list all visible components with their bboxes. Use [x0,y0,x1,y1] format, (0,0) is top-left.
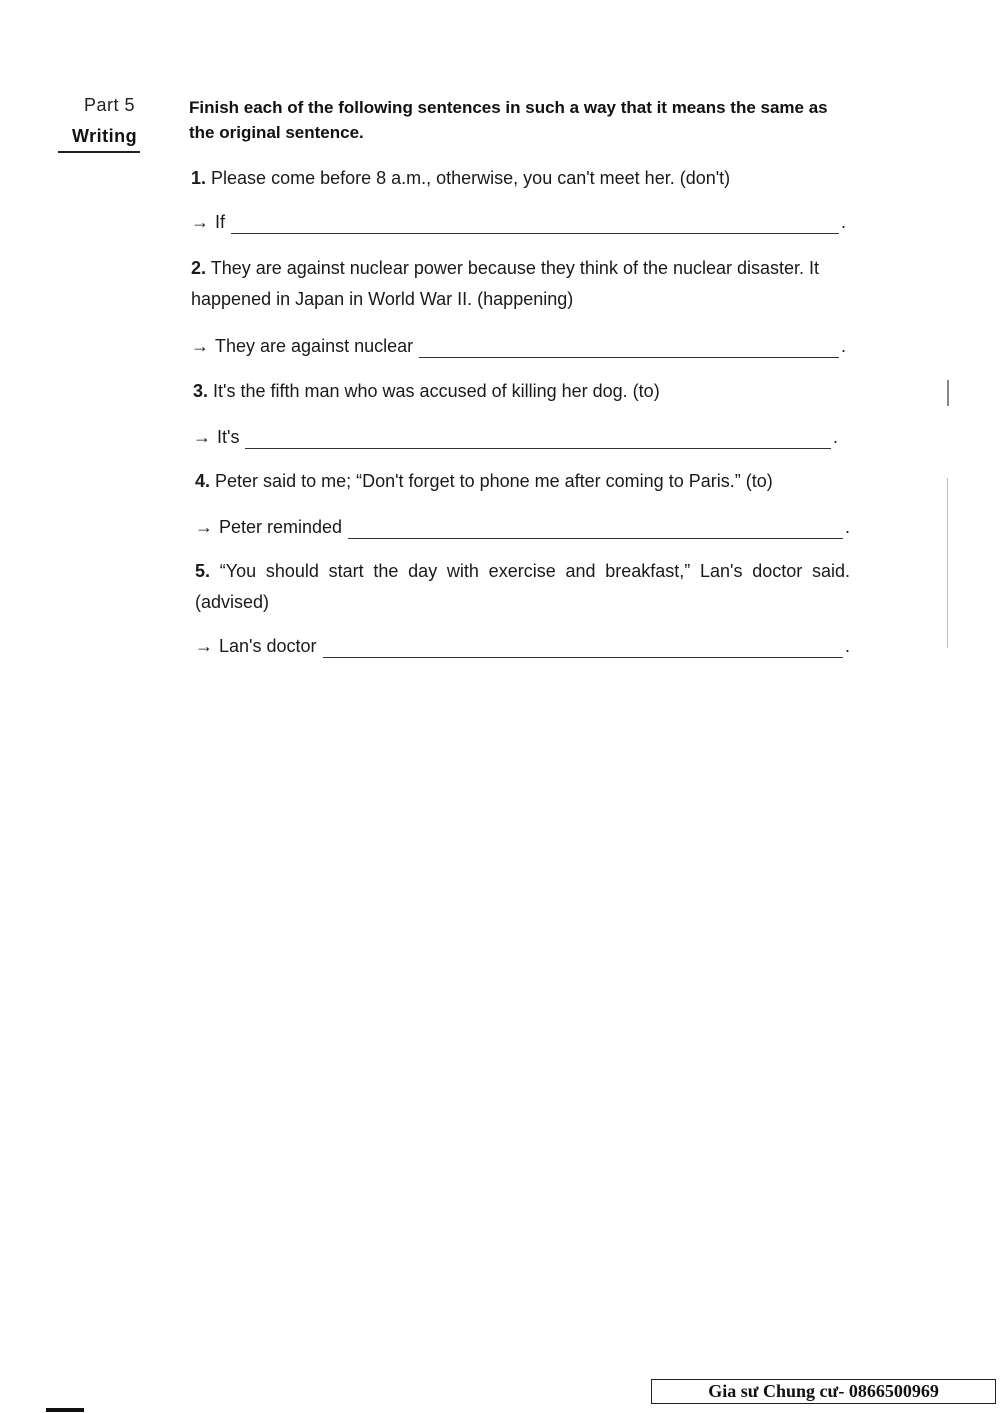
answer-blank-line[interactable] [348,520,843,539]
answer-prompt: If [215,212,226,232]
answer-blank-line[interactable] [231,215,839,234]
question-5 [195,556,850,618]
part-title-underline [58,151,140,153]
margin-mark [947,478,948,648]
answer-row-4 [195,515,850,539]
answer-blank-line[interactable] [323,639,843,658]
answer-end-mark: . [832,427,838,447]
answer-blank-line[interactable] [245,430,831,449]
question-4 [195,466,845,497]
part-label: Part 5 [84,95,136,115]
answer-prompt: They are against nuclear [215,336,414,356]
question-text: Please come before 8 a.m., otherwise, you can't meet her. (don't) [211,168,731,188]
answer-end-mark: . [840,336,846,356]
margin-mark [947,380,949,406]
answer-end-mark: . [844,636,850,656]
answer-blank-line[interactable] [419,339,839,358]
arrow-icon: → [191,212,209,232]
answer-prompt: Lan's doctor [219,636,317,656]
question-2 [191,253,851,315]
answer-row-5 [195,634,850,658]
question-text: “You should start the day with exercise and breakfast,” Lan's doctor said. (advised) [195,561,850,612]
answer-prompt: It's [217,427,240,447]
answer-end-mark: . [844,517,850,537]
question-number: 4. [195,471,211,491]
arrow-icon: → [193,427,211,447]
footer-label: Gia sư Chung cư- 0866500969 [651,1379,996,1404]
question-number: 2. [191,258,207,278]
answer-row-2 [191,334,846,358]
question-text: It's the fifth man who was accused of killing her dog. (to) [213,381,660,401]
question-text: Peter said to me; “Don't forget to phone me after coming to Paris.” (to) [215,471,773,491]
part-title: Writing [72,126,138,146]
question-1 [191,163,841,194]
corner-mark [46,1408,84,1412]
instruction-text: Finish each of the following sentences in such a way that it means the same as the original sentence. [189,98,828,142]
question-3 [193,376,843,407]
question-number: 5. [195,561,211,581]
question-number: 1. [191,168,207,188]
answer-prompt: Peter reminded [219,517,343,537]
answer-row-3 [193,425,838,449]
question-number: 3. [193,381,209,401]
question-text: They are against nuclear power because they think of the nuclear disaster. It happened in Japan in World War II. (happening) [191,258,820,309]
answer-row-1 [191,210,846,234]
answer-end-mark: . [840,212,846,232]
arrow-icon: → [195,517,213,537]
arrow-icon: → [191,336,209,356]
arrow-icon: → [195,636,213,656]
